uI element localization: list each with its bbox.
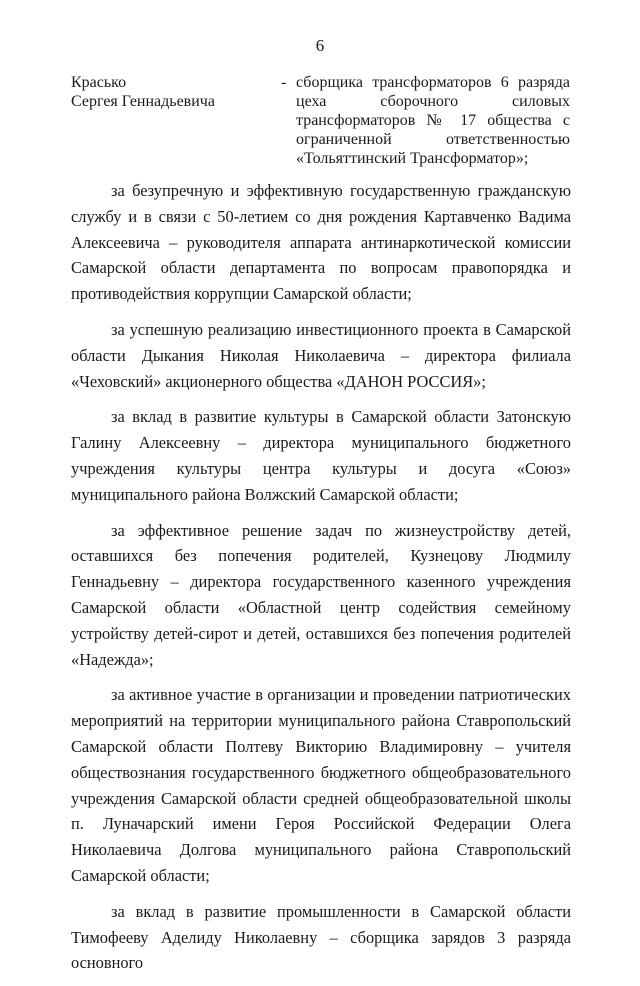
- entry-dash: -: [281, 74, 287, 91]
- paragraph-kartavchenko: за безупречную и эффективную государственную гражданскую службу и в связи с 50-летием со дня рождения Картавченко Вадима Алексеевича – руководителя аппарата антинаркотической комиссии Самарской области департамента по вопросам правопорядка и противодействия коррупции Самарской области;: [71, 181, 571, 304]
- awardee-given-names: Сергея Геннадьевича: [71, 93, 215, 110]
- award-list-body: [71, 178, 571, 986]
- awardee-surname: Красько: [71, 74, 127, 91]
- paragraph-polteva: за активное участие в организации и проведении патриотических мероприятий на территории муниципального района Ставропольский Самарской области Полтеву Викторию Владимировну – учителя обществознания государственного бюджетного общеобразовательного учреждения Самарской области средней общеобразовательной школы п. Луначарский имени Героя Российской Федерации Олега Николаевича Долгова муниципального района Ставропольский Самарской области;: [71, 685, 571, 885]
- paragraph-kuznetsova: за эффективное решение задач по жизнеустройству детей, оставшихся без попечения родителей, Кузнецову Людмилу Геннадьевну – директора государственного казенного учреждения Самарской области «Областной центр содействия семейному устройству детей-сирот и детей, оставшихся без попечения родителей «Надежда»;: [71, 520, 571, 669]
- awardee-name: [71, 73, 215, 111]
- paragraph-timofeeva: за вклад в развитие промышленности в Самарской области Тимофееву Аделиду Николаевну – сборщика зарядов 3 разряда основного: [71, 901, 571, 973]
- awardee-position: сборщика трансформаторов 6 разряда цеха сборочного силовых трансформаторов № 17 общества с ограниченной ответственностью «Тольяттинский Трансформатор»;: [296, 74, 570, 167]
- page-number: 6: [315, 36, 325, 55]
- paragraph-dykaniya: за успешную реализацию инвестиционного проекта в Самарской области Дыкания Николая Николаевича – директора филиала «Чеховский» акционерного общества «ДАНОН РОССИЯ»;: [71, 319, 571, 391]
- paragraph-zatonskaya: за вклад в развитие культуры в Самарской области Затонскую Галину Алексеевну – директора муниципального бюджетного учреждения культуры центра культуры и досуга «Союз» муниципального района Волжский Самарской области;: [71, 407, 571, 504]
